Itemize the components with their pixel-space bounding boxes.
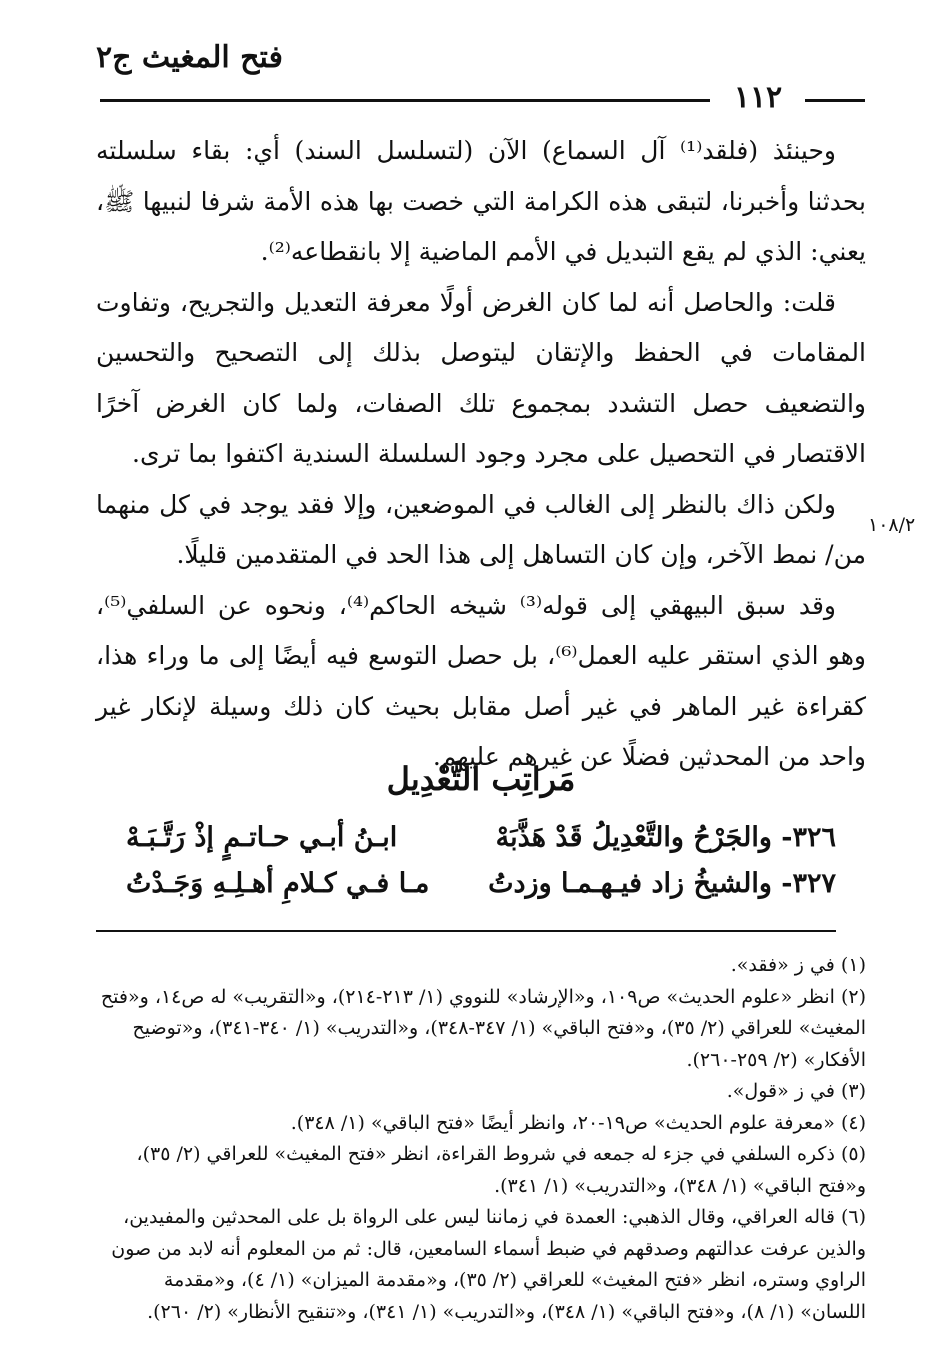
verse-first-hemistich: ٣٢٧- والشيخُ زاد فيـهـمـا وزدتُ — [488, 868, 836, 899]
footnote: (٣) في ز «قول». — [726, 1080, 866, 1102]
footnote: (١) في ز «فقد». — [730, 954, 866, 976]
poem-divider — [96, 930, 836, 932]
section-heading: مَراتِب التَّعْدِيل — [386, 760, 576, 798]
verse — [96, 822, 866, 868]
footnote: (٦) قاله العراقي، وقال الذهبي: العمدة في زماننا ليس على الرواة بل على المحدثين والمفيدين، والذين عرفت عدالتهم وصدقهم في ضبط أسماء السامعين، قال: ثم من المعلوم أنه لابد من صون الراوي وستره، انظر «فتح المغيث» للعراقي (٢/ ٣٥)، و«مقدمة الميزان» (١/ ٤)، و«مقدمة اللسان» (١/ ٨)، و«فتح الباقي» (١/ ٣٤٨)، و«التدريب» (١/ ٣٤١)، و«تنقيح الأنظار» (٢/ ٢٦٠). — [111, 1206, 866, 1323]
footnote: (٤) «معرفة علوم الحديث» ص١٩-٢٠، وانظر أيضًا «فتح الباقي» (١/ ٣٤٨). — [290, 1111, 866, 1134]
running-title: فتح المغيث ج٢ — [96, 40, 283, 75]
footnote: (٥) ذكره السلفي في جزء له جمعه في شروط القراءة، انظر «فتح المغيث» للعراقي (٢/ ٣٥)، و«فتح الباقي» (١/ ٣٤٨)، و«التدريب» (١/ ٣٤١). — [136, 1143, 866, 1197]
header-rule — [100, 99, 710, 102]
verse-second-hemistich: مـا فـي كـلامِ أهـلِـهِ وَجَـدْتُ — [126, 868, 430, 899]
paragraph: قلت: والحاصل أنه لما كان الغرض أولًا معرفة التعديل والتجريح، وتفاوت المقامات في الحفظ والإتقان ليتوصل بذلك إلى التصحيح والتحسين والتضعيف حصل التشدد بمجموع تلك الصفات، ولما كان الغرض آخرًا الاقتصار في التحصيل على مجرد وجود السلسلة السندية اكتفوا بما ترى. — [96, 287, 866, 468]
page-header — [0, 0, 944, 115]
footnotes — [96, 950, 866, 1328]
verse-first-hemistich: ٣٢٦- والجَرْحُ والتَّعْدِيلُ قَدْ هَذَّبَهْ — [495, 822, 836, 853]
poem-verses — [96, 822, 866, 914]
margin-reference: ١٠٨/٢ — [868, 514, 916, 536]
paragraph: وحينئذ (فلقد⁽¹⁾ آل السماع) الآن (لتسلسل السند) أي: بقاء سلسلته بحدثنا وأخبرنا، لتبقى هذه الكرامة التي خصت بها هذه الأمة شرفا لنبيها ﷺ، يعني: الذي لم يقع التبديل في الأمم الماضية إلا بانقطاعه⁽²⁾. — [96, 136, 866, 266]
main-text — [96, 126, 866, 783]
header-rule-right — [805, 99, 865, 102]
paragraph: وقد سبق البيهقي إلى قوله⁽³⁾ شيخه الحاكم⁽⁴⁾، ونحوه عن السلفي⁽⁵⁾، وهو الذي استقر عليه العمل⁽⁶⁾، بل حصل التوسع فيه أيضًا إلى ما وراء هذا، كقراءة غير الماهر في غير أصل مقابل بحيث كان ذلك وسيلة لإنكار غير واحد من المحدثين فضلًا عن غيرهم عليهم. — [96, 590, 866, 771]
verse — [96, 868, 866, 914]
paragraph: ولكن ذاك بالنظر إلى الغالب في الموضعين، وإلا فقد يوجد في كل منهما من/ نمط الآخر، وإن كان التساهل إلى هذا الحد في المتقدمين قليلًا. — [96, 489, 866, 569]
footnote: (٢) انظر «علوم الحديث» ص١٠٩، و«الإرشاد» للنووي (١/ ٢١٣-٢١٤)، و«التقريب» له ص١٤، و«فتح المغيث» للعراقي (٢/ ٣٥)، و«فتح الباقي» (١/ ٣٤٧-٣٤٨)، و«التدريب» (١/ ٣٤٠-٣٤١)، و«توضيح الأفكار» (٢/ ٢٥٩-٢٦٠). — [100, 985, 866, 1071]
page-number: ١١٢ — [733, 80, 783, 115]
verse-second-hemistich: ابـنُ أبـي حـاتـمٍ إذْ رَتَّـبَـهْ — [126, 822, 398, 853]
